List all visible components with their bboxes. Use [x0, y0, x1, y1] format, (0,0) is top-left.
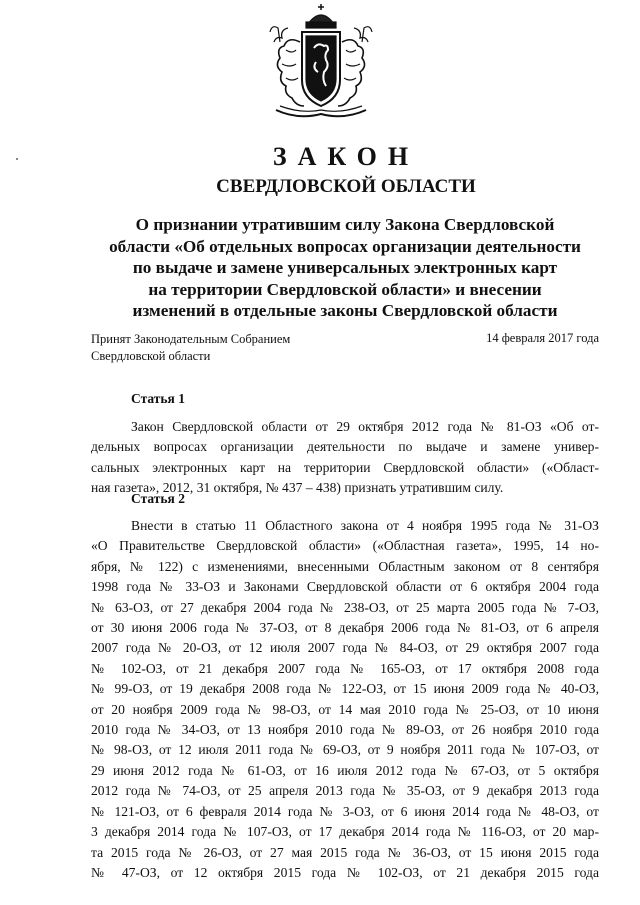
- text-line: 1998 года № 33-ОЗ и Законами Свердловской области от 6 октября 2004 года: [91, 579, 599, 595]
- text-line: Закон Свердловской области от 29 октября 2012 года № 81-ОЗ «Об от-: [131, 419, 599, 434]
- law-title-line: О признании утратившим силу Закона Свердловской: [135, 215, 555, 234]
- adoption-line: Принят Законодательным Собранием: [91, 332, 291, 346]
- text-line: № 121-ОЗ, от 6 февраля 2014 года № 3-ОЗ, от 6 июня 2014 года № 48-ОЗ, от: [91, 803, 599, 819]
- coat-of-arms-icon: [262, 2, 380, 124]
- text-line: дельных вопросах организации деятельности по выдаче и замене универ-: [91, 439, 599, 455]
- article-1-heading: Статья 1: [131, 391, 185, 406]
- text-line: от 20 ноября 2009 года № 98-ОЗ, от 14 мая 2010 года № 25-ОЗ, от 10 июня: [91, 701, 599, 717]
- adoption-date: 14 февраля 2017 года: [486, 331, 599, 345]
- text-line: 29 июня 2012 года № 61-ОЗ, от 16 июля 2012 года № 67-ОЗ, от 5 октября: [91, 762, 599, 778]
- law-title-line: изменений в отдельные законы Свердловской области: [132, 301, 558, 321]
- text-line: № 63-ОЗ, от 27 декабря 2004 года № 238-ОЗ, от 25 марта 2005 года № 7-ОЗ,: [91, 599, 599, 615]
- text-line: № 99-ОЗ, от 19 декабря 2008 года № 122-ОЗ, от 15 июня 2009 года № 40-ОЗ,: [91, 681, 599, 697]
- article-2-heading: Статья 2: [131, 491, 185, 506]
- adoption-note: [91, 331, 290, 365]
- text-line: 2007 года № 20-ОЗ, от 12 июля 2007 года № 84-ОЗ, от 29 октября 2007 года: [91, 640, 599, 656]
- adoption-line: Свердловской области: [91, 349, 211, 363]
- text-line: ная газета», 2012, 31 октября, № 437 – 438) признать утратившим силу.: [91, 480, 504, 496]
- text-line: 2010 года № 34-ОЗ, от 13 ноября 2010 года № 89-ОЗ, от 26 ноября 2010 года: [91, 722, 599, 738]
- text-line: та 2015 года № 26-ОЗ, от 27 мая 2015 года № 36-ОЗ, от 15 июня 2015 года: [91, 844, 599, 860]
- region-heading: СВЕРДЛОВСКОЙ ОБЛАСТИ: [216, 176, 476, 197]
- law-title-line: области «Об отдельных вопросах организации деятельности: [109, 236, 581, 256]
- text-line: 2012 года № 74-ОЗ, от 25 апреля 2013 года № 35-ОЗ, от 9 декабря 2013 года: [91, 783, 599, 799]
- text-line: № 98-ОЗ, от 12 июля 2011 года № 69-ОЗ, от 9 ноября 2011 года № 107-ОЗ, от: [91, 742, 599, 758]
- text-line: Внести в статью 11 Областного закона от 4 ноября 1995 года № 31-ОЗ: [131, 518, 599, 533]
- article-2-text: [91, 516, 599, 883]
- text-line: № 47-ОЗ, от 12 октября 2015 года № 102-ОЗ, от 21 декабря 2015 года: [91, 864, 599, 880]
- law-title-line: по выдаче и замене универсальных электронных карт: [132, 258, 558, 278]
- text-line: 3 декабря 2014 года № 107-ОЗ, от 17 декабря 2014 года № 116-ОЗ, от 20 мар-: [91, 824, 599, 840]
- text-line: ября, № 122) с изменениями, внесенными Областным законом от 8 сентября: [91, 558, 599, 574]
- text-line: сальных электронных карт на территории Свердловской области» («Област-: [91, 459, 599, 475]
- text-line: от 30 июня 2006 года № 37-ОЗ, от 8 декабря 2006 года № 81-ОЗ, от 6 апреля: [91, 620, 599, 636]
- article-1-text: [91, 417, 599, 499]
- document-type-heading: ЗАКОН: [272, 142, 420, 171]
- law-title: [98, 214, 592, 322]
- text-line: № 102-ОЗ, от 21 декабря 2007 года № 165-ОЗ, от 17 октября 2008 года: [91, 660, 599, 676]
- law-title-line: на территории Свердловской области» и внесении: [148, 279, 542, 299]
- text-line: «О Правительстве Свердловской области» («Областная газета», 1995, 14 но-: [91, 538, 599, 554]
